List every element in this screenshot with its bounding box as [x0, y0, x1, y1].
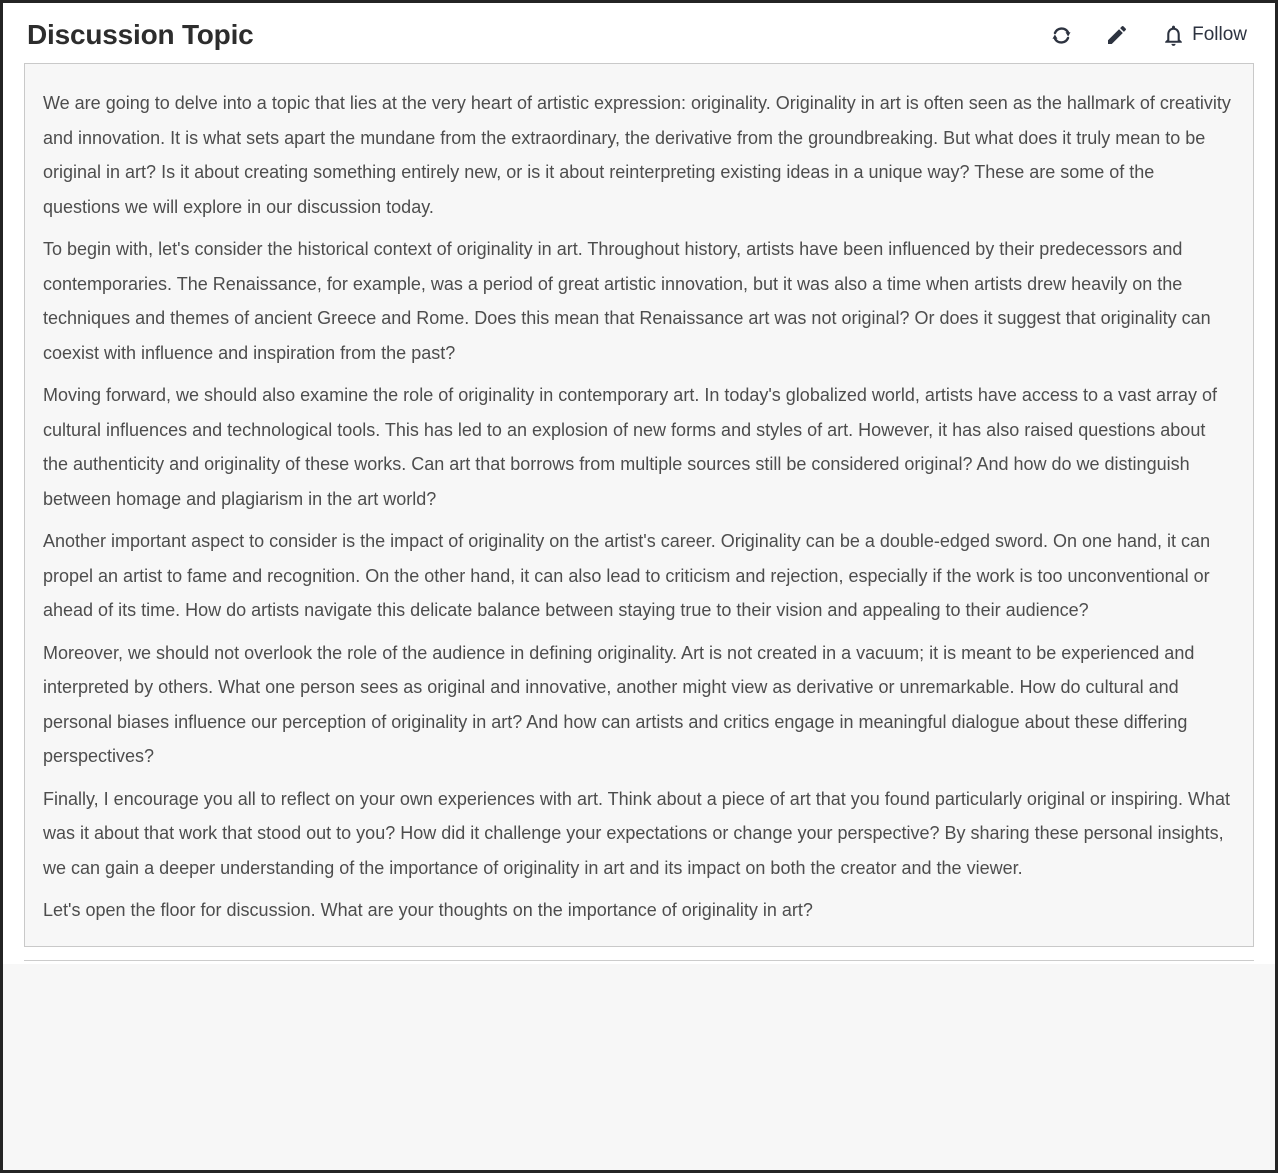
follow-button-label: Follow	[1192, 24, 1247, 45]
follow-button[interactable]	[1159, 21, 1249, 50]
edit-button[interactable]	[1103, 21, 1131, 49]
header-actions	[1048, 21, 1249, 50]
message-paragraph: Let's open the floor for discussion. What are your thoughts on the importance of originality in art?	[43, 900, 813, 920]
message-paragraph: Finally, I encourage you all to reflect on your own experiences with art. Think about a piece of art that you found particularly original or inspiring. What was it about that work that stood out to you? How did it challenge your expectations or change your perspective? By sharing these personal insights, we can gain a deeper understanding of the importance of originality in art and its impact on both the creator and the viewer.	[43, 788, 1230, 878]
bell-icon	[1161, 23, 1186, 48]
refresh-button[interactable]	[1048, 22, 1075, 49]
message-paragraph: Moreover, we should not overlook the role of the audience in defining originality. Art is not created in a vacuum; it is meant to be experienced and interpreted by others. What one person sees as original and innovative, another might view as derivative or unremarkable. How do cultural and personal biases influence our perception of originality in art? And how can artists and critics engage in meaningful dialogue about these differing perspectives?	[43, 642, 1195, 766]
pencil-icon	[1105, 23, 1129, 47]
discussion-header	[3, 3, 1275, 63]
section-divider	[24, 960, 1254, 961]
refresh-icon	[1050, 24, 1073, 47]
discussion-message	[24, 63, 1254, 947]
page-title: Discussion Topic	[27, 19, 254, 50]
message-paragraph: We are going to delve into a topic that lies at the very heart of artistic expression: originality. Originality in art is often seen as the hallmark of creativity and innovation. It is what sets apart the mundane from the extraordinary, the derivative from the groundbreaking. But what does it truly mean to be original in art? Is it about creating something entirely new, or is it about reinterpreting existing ideas in a unique way? These are some of the questions we will explore in our discussion today.	[43, 93, 1231, 217]
message-paragraph: Moving forward, we should also examine the role of originality in contemporary art. In today's globalized world, artists have access to a vast array of cultural influences and technological tools. This has led to an explosion of new forms and styles of art. However, it has also raised questions about the authenticity and originality of these works. Can art that borrows from multiple sources still be considered original? And how do we distinguish between homage and plagiarism in the art world?	[43, 385, 1217, 509]
message-paragraph: To begin with, let's consider the historical context of originality in art. Throughout history, artists have been influenced by their predecessors and contemporaries. The Renaissance, for example, was a period of great artistic innovation, but it was also a time when artists drew heavily on the techniques and themes of ancient Greece and Rome. Does this mean that Renaissance art was not original? Or does it suggest that originality can coexist with influence and inspiration from the past?	[43, 239, 1211, 363]
message-paragraph: Another important aspect to consider is the impact of originality on the artist's career. Originality can be a double-edged sword. On one hand, it can propel an artist to fame and recognition. On the other hand, it can also lead to criticism and rejection, especially if the work is too unconventional or ahead of its time. How do artists navigate this delicate balance between staying true to their vision and appealing to their audience?	[43, 531, 1211, 620]
next-section-strip	[3, 964, 1275, 1171]
